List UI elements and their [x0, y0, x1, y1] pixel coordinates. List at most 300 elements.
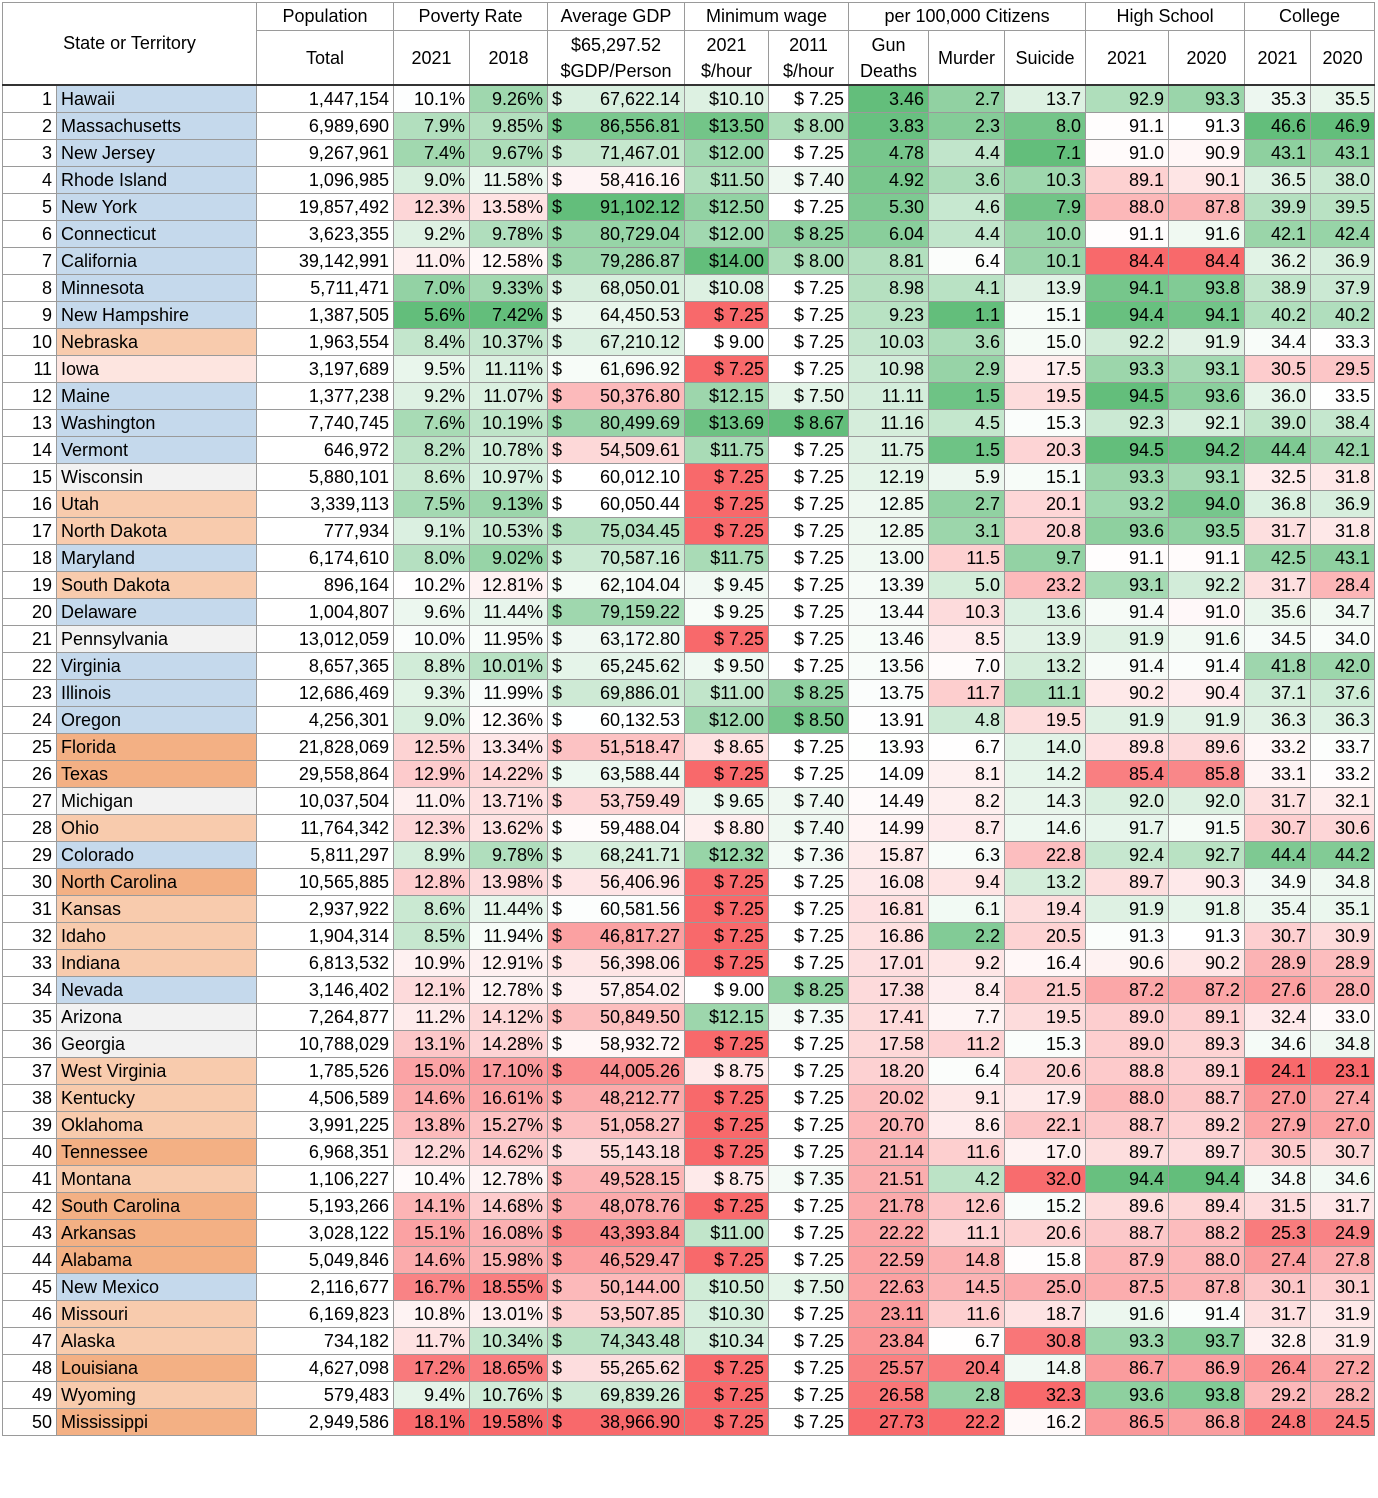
population-cell: 1,904,314 [257, 923, 394, 950]
highschool-2021-cell: 88.8 [1086, 1058, 1169, 1085]
highschool-2021-cell: 93.3 [1086, 464, 1169, 491]
highschool-2021-cell: 94.5 [1086, 383, 1169, 410]
murder-rate-cell: 4.2 [929, 1166, 1005, 1193]
table-row [3, 761, 1375, 788]
gdp-amount: 62,104.04 [599, 575, 681, 595]
college-2021-cell: 25.3 [1245, 1220, 1311, 1247]
gdp-per-person-cell [548, 734, 685, 761]
minwage-2021-cell: $12.00 [685, 221, 769, 248]
minwage-2021-cell: $ 7.25 [685, 356, 769, 383]
highschool-2020-cell: 91.0 [1169, 599, 1245, 626]
suicide-rate-cell: 13.9 [1005, 626, 1086, 653]
gdp-per-person-cell [548, 167, 685, 194]
table-row [3, 113, 1375, 140]
gdp-amount: 49,528.15 [599, 1169, 681, 1189]
table-row [3, 491, 1375, 518]
highschool-2021-cell: 89.0 [1086, 1004, 1169, 1031]
gdp-per-person-cell [548, 599, 685, 626]
college-2020-cell: 34.6 [1311, 1166, 1375, 1193]
gun-deaths-cell: 14.49 [849, 788, 929, 815]
gun-deaths-cell: 20.70 [849, 1112, 929, 1139]
state-name-cell: Michigan [57, 788, 257, 815]
rank-cell: 33 [3, 950, 57, 977]
gdp-amount: 71,467.01 [599, 143, 681, 163]
college-2020-cell: 35.1 [1311, 896, 1375, 923]
currency-symbol: $ [552, 1061, 563, 1081]
college-2021-cell: 31.7 [1245, 788, 1311, 815]
table-row [3, 1193, 1375, 1220]
poverty-2021-cell: 18.1% [394, 1409, 470, 1436]
gdp-amount: 50,144.00 [599, 1277, 681, 1297]
rank-cell: 44 [3, 1247, 57, 1274]
college-2020-cell: 34.0 [1311, 626, 1375, 653]
gdp-amount: 70,587.16 [599, 548, 681, 568]
poverty-2018-cell: 11.44% [470, 896, 548, 923]
currency-symbol: $ [552, 1196, 563, 1216]
gun-deaths-cell: 22.59 [849, 1247, 929, 1274]
college-2021-cell: 43.1 [1245, 140, 1311, 167]
gun-deaths-cell: 17.38 [849, 977, 929, 1004]
rank-cell: 39 [3, 1112, 57, 1139]
currency-symbol: $ [552, 1331, 563, 1351]
rank-cell: 1 [3, 85, 57, 113]
college-2021-cell: 31.7 [1245, 518, 1311, 545]
college-2021-cell: 24.8 [1245, 1409, 1311, 1436]
college-2021-cell: 37.1 [1245, 680, 1311, 707]
minwage-2021-cell: $ 7.25 [685, 761, 769, 788]
suicide-rate-cell: 19.5 [1005, 383, 1086, 410]
gdp-amount: 43,393.84 [599, 1223, 681, 1243]
highschool-2021-cell: 89.6 [1086, 1193, 1169, 1220]
college-2020-cell: 29.5 [1311, 356, 1375, 383]
suicide-rate-cell: 20.8 [1005, 518, 1086, 545]
poverty-2021-cell: 12.3% [394, 815, 470, 842]
gun-deaths-cell: 13.44 [849, 599, 929, 626]
highschool-2021-cell: 91.9 [1086, 896, 1169, 923]
state-name-cell: Colorado [57, 842, 257, 869]
state-name-cell: Louisiana [57, 1355, 257, 1382]
gdp-per-person-cell [548, 329, 685, 356]
poverty-2018-cell: 13.71% [470, 788, 548, 815]
murder-rate-cell: 4.4 [929, 221, 1005, 248]
gdp-amount: 86,556.81 [599, 116, 681, 136]
poverty-2021-cell: 9.2% [394, 221, 470, 248]
college-2021-cell: 35.3 [1245, 85, 1311, 113]
minwage-2011-cell: $ 7.25 [769, 1112, 849, 1139]
highschool-2021-cell: 85.4 [1086, 761, 1169, 788]
poverty-2021-cell: 9.6% [394, 599, 470, 626]
highschool-2021-cell: 87.9 [1086, 1247, 1169, 1274]
college-2020-cell: 30.7 [1311, 1139, 1375, 1166]
rank-cell: 26 [3, 761, 57, 788]
poverty-2018-cell: 10.34% [470, 1328, 548, 1355]
minwage-2011-cell: $ 7.25 [769, 1247, 849, 1274]
minwage-2021-cell: $ 9.00 [685, 329, 769, 356]
college-2021-cell: 34.5 [1245, 626, 1311, 653]
rank-cell: 42 [3, 1193, 57, 1220]
suicide-rate-cell: 21.5 [1005, 977, 1086, 1004]
table-row [3, 1409, 1375, 1436]
poverty-2018-cell: 15.27% [470, 1112, 548, 1139]
poverty-2018-cell: 11.44% [470, 599, 548, 626]
minwage-2011-cell: $ 8.25 [769, 221, 849, 248]
minwage-2011-cell: $ 7.25 [769, 599, 849, 626]
table-row [3, 464, 1375, 491]
college-2021-cell: 36.5 [1245, 167, 1311, 194]
minwage-2021-cell: $ 9.25 [685, 599, 769, 626]
poverty-2021-cell: 5.6% [394, 302, 470, 329]
poverty-2018-cell: 14.68% [470, 1193, 548, 1220]
highschool-2020-cell: 91.5 [1169, 815, 1245, 842]
suicide-rate-cell: 15.2 [1005, 1193, 1086, 1220]
minwage-2021-cell: $10.10 [685, 85, 769, 113]
college-2021-cell: 31.7 [1245, 572, 1311, 599]
currency-symbol: $ [552, 1412, 563, 1432]
state-name-cell: Maine [57, 383, 257, 410]
suicide-rate-cell: 16.4 [1005, 950, 1086, 977]
rank-cell: 36 [3, 1031, 57, 1058]
highschool-2021-cell: 88.7 [1086, 1220, 1169, 1247]
currency-symbol: $ [552, 1115, 563, 1135]
state-name-cell: Nevada [57, 977, 257, 1004]
poverty-2021-cell: 11.2% [394, 1004, 470, 1031]
minwage-2021-year: 2021 [706, 34, 747, 55]
minwage-2021-cell: $14.00 [685, 248, 769, 275]
murder-rate-cell: 4.4 [929, 140, 1005, 167]
college-2020-cell: 34.7 [1311, 599, 1375, 626]
poverty-2021-cell: 13.8% [394, 1112, 470, 1139]
murder-header: Murder [929, 31, 1005, 86]
gdp-per-person-cell [548, 1112, 685, 1139]
state-name-cell: New Hampshire [57, 302, 257, 329]
college-2021-cell: 32.5 [1245, 464, 1311, 491]
population-cell: 2,937,922 [257, 896, 394, 923]
college-2020-cell: 35.5 [1311, 85, 1375, 113]
highschool-2021-cell: 89.0 [1086, 1031, 1169, 1058]
suicide-rate-cell: 20.1 [1005, 491, 1086, 518]
state-name-cell: Vermont [57, 437, 257, 464]
highschool-2020-cell: 86.9 [1169, 1355, 1245, 1382]
population-total-header: Total [257, 31, 394, 86]
highschool-2020-cell: 86.8 [1169, 1409, 1245, 1436]
gun-deaths-cell: 9.23 [849, 302, 929, 329]
currency-symbol: $ [552, 791, 563, 811]
college-2020-cell: 30.9 [1311, 923, 1375, 950]
murder-rate-cell: 8.5 [929, 626, 1005, 653]
minwage-2011-cell: $ 7.25 [769, 1193, 849, 1220]
highschool-2021-cell: 87.2 [1086, 977, 1169, 1004]
rank-cell: 11 [3, 356, 57, 383]
highschool-2020-cell: 92.2 [1169, 572, 1245, 599]
poverty-2021-cell: 12.3% [394, 194, 470, 221]
table-row [3, 329, 1375, 356]
highschool-2020-cell: 84.4 [1169, 248, 1245, 275]
college-2021-cell: 30.7 [1245, 815, 1311, 842]
highschool-2020-cell: 87.8 [1169, 1274, 1245, 1301]
highschool-2021-cell: 92.3 [1086, 410, 1169, 437]
population-cell: 1,387,505 [257, 302, 394, 329]
minwage-2011-cell: $ 7.25 [769, 1355, 849, 1382]
minwage-2011-cell: $ 7.40 [769, 167, 849, 194]
poverty-2021-cell: 15.0% [394, 1058, 470, 1085]
gun-deaths-cell: 21.51 [849, 1166, 929, 1193]
poverty-2018-cell: 16.08% [470, 1220, 548, 1247]
currency-symbol: $ [552, 683, 563, 703]
rank-cell: 5 [3, 194, 57, 221]
state-name-cell: Pennsylvania [57, 626, 257, 653]
gdp-per-person-cell [548, 1004, 685, 1031]
murder-rate-cell: 2.8 [929, 1382, 1005, 1409]
college-2020-cell: 42.0 [1311, 653, 1375, 680]
minwage-2021-cell: $12.00 [685, 707, 769, 734]
rank-cell: 43 [3, 1220, 57, 1247]
suicide-rate-cell: 13.9 [1005, 275, 1086, 302]
minwage-2011-cell: $ 7.25 [769, 437, 849, 464]
gun-deaths-cell: 22.22 [849, 1220, 929, 1247]
population-cell: 6,968,351 [257, 1139, 394, 1166]
minwage-2021-cell: $ 7.25 [685, 1247, 769, 1274]
state-name-cell: Massachusetts [57, 113, 257, 140]
currency-symbol: $ [552, 1142, 563, 1162]
college-2020-cell: 37.6 [1311, 680, 1375, 707]
minwage-2021-cell: $ 7.25 [685, 1112, 769, 1139]
highschool-2021-cell: 93.2 [1086, 491, 1169, 518]
murder-rate-cell: 20.4 [929, 1355, 1005, 1382]
poverty-2018-cell: 10.76% [470, 1382, 548, 1409]
highschool-2021-cell: 91.1 [1086, 113, 1169, 140]
population-cell: 1,004,807 [257, 599, 394, 626]
suicide-rate-cell: 14.0 [1005, 734, 1086, 761]
highschool-2021-cell: 92.9 [1086, 85, 1169, 113]
college-2020-cell: 36.3 [1311, 707, 1375, 734]
poverty-2021-cell: 9.1% [394, 518, 470, 545]
poverty-2018-cell: 14.22% [470, 761, 548, 788]
poverty-2021-cell: 8.2% [394, 437, 470, 464]
poverty-2021-cell: 10.4% [394, 1166, 470, 1193]
poverty-2021-cell: 8.6% [394, 896, 470, 923]
minwage-2021-cell: $ 7.25 [685, 464, 769, 491]
gun-deaths-cell: 16.81 [849, 896, 929, 923]
college-2020-cell: 24.9 [1311, 1220, 1375, 1247]
college-2020-cell: 30.6 [1311, 815, 1375, 842]
population-cell: 4,627,098 [257, 1355, 394, 1382]
poverty-2021-cell: 11.0% [394, 788, 470, 815]
population-cell: 1,785,526 [257, 1058, 394, 1085]
gdp-per-person-cell [548, 275, 685, 302]
highschool-2020-cell: 90.4 [1169, 680, 1245, 707]
highschool-2021-cell: 94.4 [1086, 1166, 1169, 1193]
poverty-2018-cell: 13.62% [470, 815, 548, 842]
murder-rate-cell: 1.1 [929, 302, 1005, 329]
poverty-2021-cell: 9.5% [394, 356, 470, 383]
murder-rate-cell: 11.6 [929, 1139, 1005, 1166]
gdp-per-person-cell [548, 437, 685, 464]
population-cell: 39,142,991 [257, 248, 394, 275]
gdp-amount: 74,343.48 [599, 1331, 681, 1351]
gun-deaths-cell: 6.04 [849, 221, 929, 248]
currency-symbol: $ [552, 1250, 563, 1270]
table-row [3, 734, 1375, 761]
poverty-2018-cell: 12.91% [470, 950, 548, 977]
college-2021-header: 2021 [1245, 31, 1311, 86]
currency-symbol: $ [552, 224, 563, 244]
murder-rate-cell: 5.9 [929, 464, 1005, 491]
gun-deaths-cell: 27.73 [849, 1409, 929, 1436]
rank-cell: 20 [3, 599, 57, 626]
gdp-per-person-cell [548, 518, 685, 545]
currency-symbol: $ [552, 1277, 563, 1297]
highschool-2021-cell: 93.1 [1086, 572, 1169, 599]
poverty-2018-cell: 13.58% [470, 194, 548, 221]
college-2020-cell: 36.9 [1311, 248, 1375, 275]
highschool-2020-cell: 92.0 [1169, 788, 1245, 815]
minwage-2021-cell: $11.00 [685, 680, 769, 707]
highschool-2021-cell: 89.7 [1086, 869, 1169, 896]
suicide-rate-cell: 23.2 [1005, 572, 1086, 599]
highschool-group-header: High School [1086, 3, 1245, 31]
rank-cell: 40 [3, 1139, 57, 1166]
minwage-2011-cell: $ 7.50 [769, 383, 849, 410]
gun-deaths-cell: 15.87 [849, 842, 929, 869]
currency-symbol: $ [552, 575, 563, 595]
college-2021-cell: 33.2 [1245, 734, 1311, 761]
college-2020-cell: 30.1 [1311, 1274, 1375, 1301]
murder-rate-cell: 9.1 [929, 1085, 1005, 1112]
poverty-2018-cell: 13.98% [470, 869, 548, 896]
murder-rate-cell: 6.7 [929, 1328, 1005, 1355]
college-2020-cell: 43.1 [1311, 140, 1375, 167]
gdp-amount: 80,499.69 [599, 413, 681, 433]
state-name-cell: Missouri [57, 1301, 257, 1328]
murder-rate-cell: 11.1 [929, 1220, 1005, 1247]
table-row [3, 626, 1375, 653]
gdp-per-person-cell [548, 302, 685, 329]
suicide-rate-cell: 30.8 [1005, 1328, 1086, 1355]
poverty-2021-cell: 14.6% [394, 1085, 470, 1112]
state-name-cell: Georgia [57, 1031, 257, 1058]
minwage-2021-cell: $13.50 [685, 113, 769, 140]
state-name-cell: Washington [57, 410, 257, 437]
minwage-2011-cell: $ 7.25 [769, 302, 849, 329]
murder-rate-cell: 6.3 [929, 842, 1005, 869]
gdp-per-person-cell [548, 1220, 685, 1247]
gdp-amount: 48,078.76 [599, 1196, 681, 1216]
murder-rate-cell: 6.4 [929, 1058, 1005, 1085]
highschool-2020-cell: 89.1 [1169, 1004, 1245, 1031]
gun-deaths-cell: 10.98 [849, 356, 929, 383]
population-cell: 19,857,492 [257, 194, 394, 221]
college-2020-cell: 42.4 [1311, 221, 1375, 248]
gdp-per-person-cell [548, 572, 685, 599]
poverty-2021-cell: 12.9% [394, 761, 470, 788]
highschool-2021-cell: 88.0 [1086, 1085, 1169, 1112]
college-2020-cell: 38.0 [1311, 167, 1375, 194]
table-row [3, 869, 1375, 896]
minwage-2021-cell: $11.00 [685, 1220, 769, 1247]
highschool-2021-cell: 91.6 [1086, 1301, 1169, 1328]
population-cell: 2,949,586 [257, 1409, 394, 1436]
minwage-2011-cell: $ 7.25 [769, 869, 849, 896]
currency-symbol: $ [552, 251, 563, 271]
murder-rate-cell: 4.1 [929, 275, 1005, 302]
currency-symbol: $ [552, 197, 563, 217]
highschool-2020-cell: 93.3 [1169, 85, 1245, 113]
currency-symbol: $ [552, 278, 563, 298]
gun-deaths-cell: 8.98 [849, 275, 929, 302]
highschool-2020-cell: 90.9 [1169, 140, 1245, 167]
rank-cell: 35 [3, 1004, 57, 1031]
minwage-2021-cell: $10.08 [685, 275, 769, 302]
table-row [3, 842, 1375, 869]
gdp-per-person-cell [548, 1274, 685, 1301]
murder-rate-cell: 22.2 [929, 1409, 1005, 1436]
rank-cell: 13 [3, 410, 57, 437]
poverty-2018-cell: 10.19% [470, 410, 548, 437]
college-2021-cell: 38.9 [1245, 275, 1311, 302]
currency-symbol: $ [552, 170, 563, 190]
minwage-2021-cell: $11.50 [685, 167, 769, 194]
poverty-2021-cell: 14.1% [394, 1193, 470, 1220]
minwage-2021-cell: $12.50 [685, 194, 769, 221]
murder-rate-cell: 14.8 [929, 1247, 1005, 1274]
college-2021-cell: 40.2 [1245, 302, 1311, 329]
gdp-per-person-cell [548, 194, 685, 221]
gdp-per-person-cell [548, 356, 685, 383]
suicide-rate-cell: 8.0 [1005, 113, 1086, 140]
gdp-amount: 46,817.27 [599, 926, 681, 946]
college-2020-cell: 28.2 [1311, 1382, 1375, 1409]
poverty-2021-cell: 9.2% [394, 383, 470, 410]
highschool-2021-cell: 84.4 [1086, 248, 1169, 275]
poverty-2018-cell: 14.12% [470, 1004, 548, 1031]
gdp-per-person-cell [548, 1301, 685, 1328]
minwage-2021-cell: $ 7.25 [685, 1355, 769, 1382]
college-2021-cell: 29.2 [1245, 1382, 1311, 1409]
gdp-per-person-cell [548, 221, 685, 248]
population-cell: 5,880,101 [257, 464, 394, 491]
college-2021-cell: 42.5 [1245, 545, 1311, 572]
highschool-2020-cell: 91.4 [1169, 653, 1245, 680]
murder-rate-cell: 2.3 [929, 113, 1005, 140]
highschool-2021-cell: 93.3 [1086, 1328, 1169, 1355]
gdp-amount: 60,132.53 [599, 710, 681, 730]
gdp-per-person-cell [548, 1382, 685, 1409]
state-name-cell: Oklahoma [57, 1112, 257, 1139]
college-2021-cell: 35.6 [1245, 599, 1311, 626]
suicide-rate-cell: 7.9 [1005, 194, 1086, 221]
suicide-header: Suicide [1005, 31, 1086, 86]
murder-rate-cell: 4.5 [929, 410, 1005, 437]
rank-cell: 4 [3, 167, 57, 194]
rank-cell: 27 [3, 788, 57, 815]
state-name-cell: Arizona [57, 1004, 257, 1031]
state-statistics-table [2, 2, 1375, 1436]
population-cell: 5,711,471 [257, 275, 394, 302]
population-cell: 12,686,469 [257, 680, 394, 707]
gdp-amount: 50,376.80 [599, 386, 681, 406]
table-row [3, 572, 1375, 599]
currency-symbol: $ [552, 1007, 563, 1027]
minwage-2021-cell: $ 9.50 [685, 653, 769, 680]
currency-symbol: $ [552, 818, 563, 838]
state-name-cell: Alaska [57, 1328, 257, 1355]
rank-cell: 7 [3, 248, 57, 275]
highschool-2020-header: 2020 [1169, 31, 1245, 86]
per100k-group-header: per 100,000 Citizens [849, 3, 1086, 31]
table-row [3, 383, 1375, 410]
rank-cell: 24 [3, 707, 57, 734]
minwage-2011-cell: $ 7.25 [769, 356, 849, 383]
